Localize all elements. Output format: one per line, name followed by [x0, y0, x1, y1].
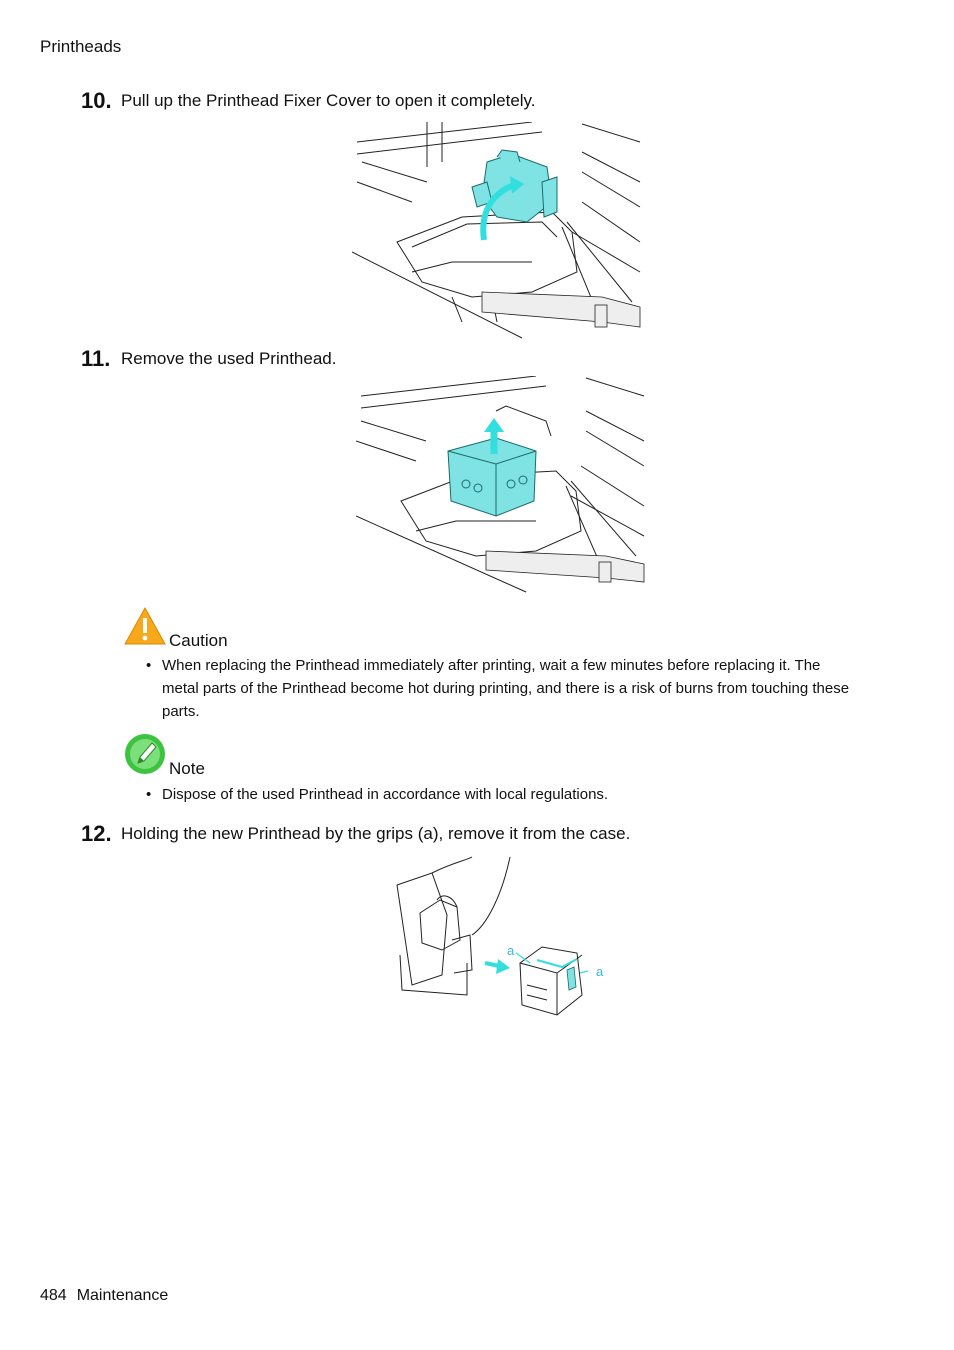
- figure-open-fixer-cover: [352, 122, 642, 340]
- grip-label-right: a: [596, 964, 604, 979]
- running-header: Printheads: [40, 37, 122, 56]
- note-item-text: Dispose of the used Printhead in accordance with local regulations.: [162, 786, 609, 803]
- step-11-number: 11.: [81, 346, 111, 371]
- bullet-dot: •: [146, 657, 152, 674]
- caution-icon: [123, 606, 167, 646]
- step-12-text: Holding the new Printhead by the grips (a), remove it from the case.: [121, 824, 631, 843]
- page-number: 484: [40, 1287, 67, 1304]
- caution-title: Caution: [169, 631, 228, 650]
- grip-label-left: a: [507, 943, 515, 958]
- caution-item-text: When replacing the Printhead immediately after printing, wait a few minutes before replacing it. The metal parts of the Printhead become hot during printing, and there is a risk of burns from touching these parts.: [162, 657, 850, 720]
- footer-chapter: Maintenance: [76, 1287, 169, 1304]
- step-11-text: Remove the used Printhead.: [121, 349, 337, 368]
- figure-remove-printhead: [356, 376, 646, 594]
- step-10-text: Pull up the Printhead Fixer Cover to open it completely.: [121, 91, 536, 110]
- note-title: Note: [169, 759, 205, 778]
- bullet-dot: •: [146, 786, 152, 803]
- figure-remove-from-case: [392, 855, 612, 1020]
- step-10-number: 10.: [81, 88, 112, 113]
- page-footer: [40, 1287, 178, 1305]
- step-12-number: 12.: [81, 821, 112, 846]
- note-pencil-icon: [124, 733, 166, 775]
